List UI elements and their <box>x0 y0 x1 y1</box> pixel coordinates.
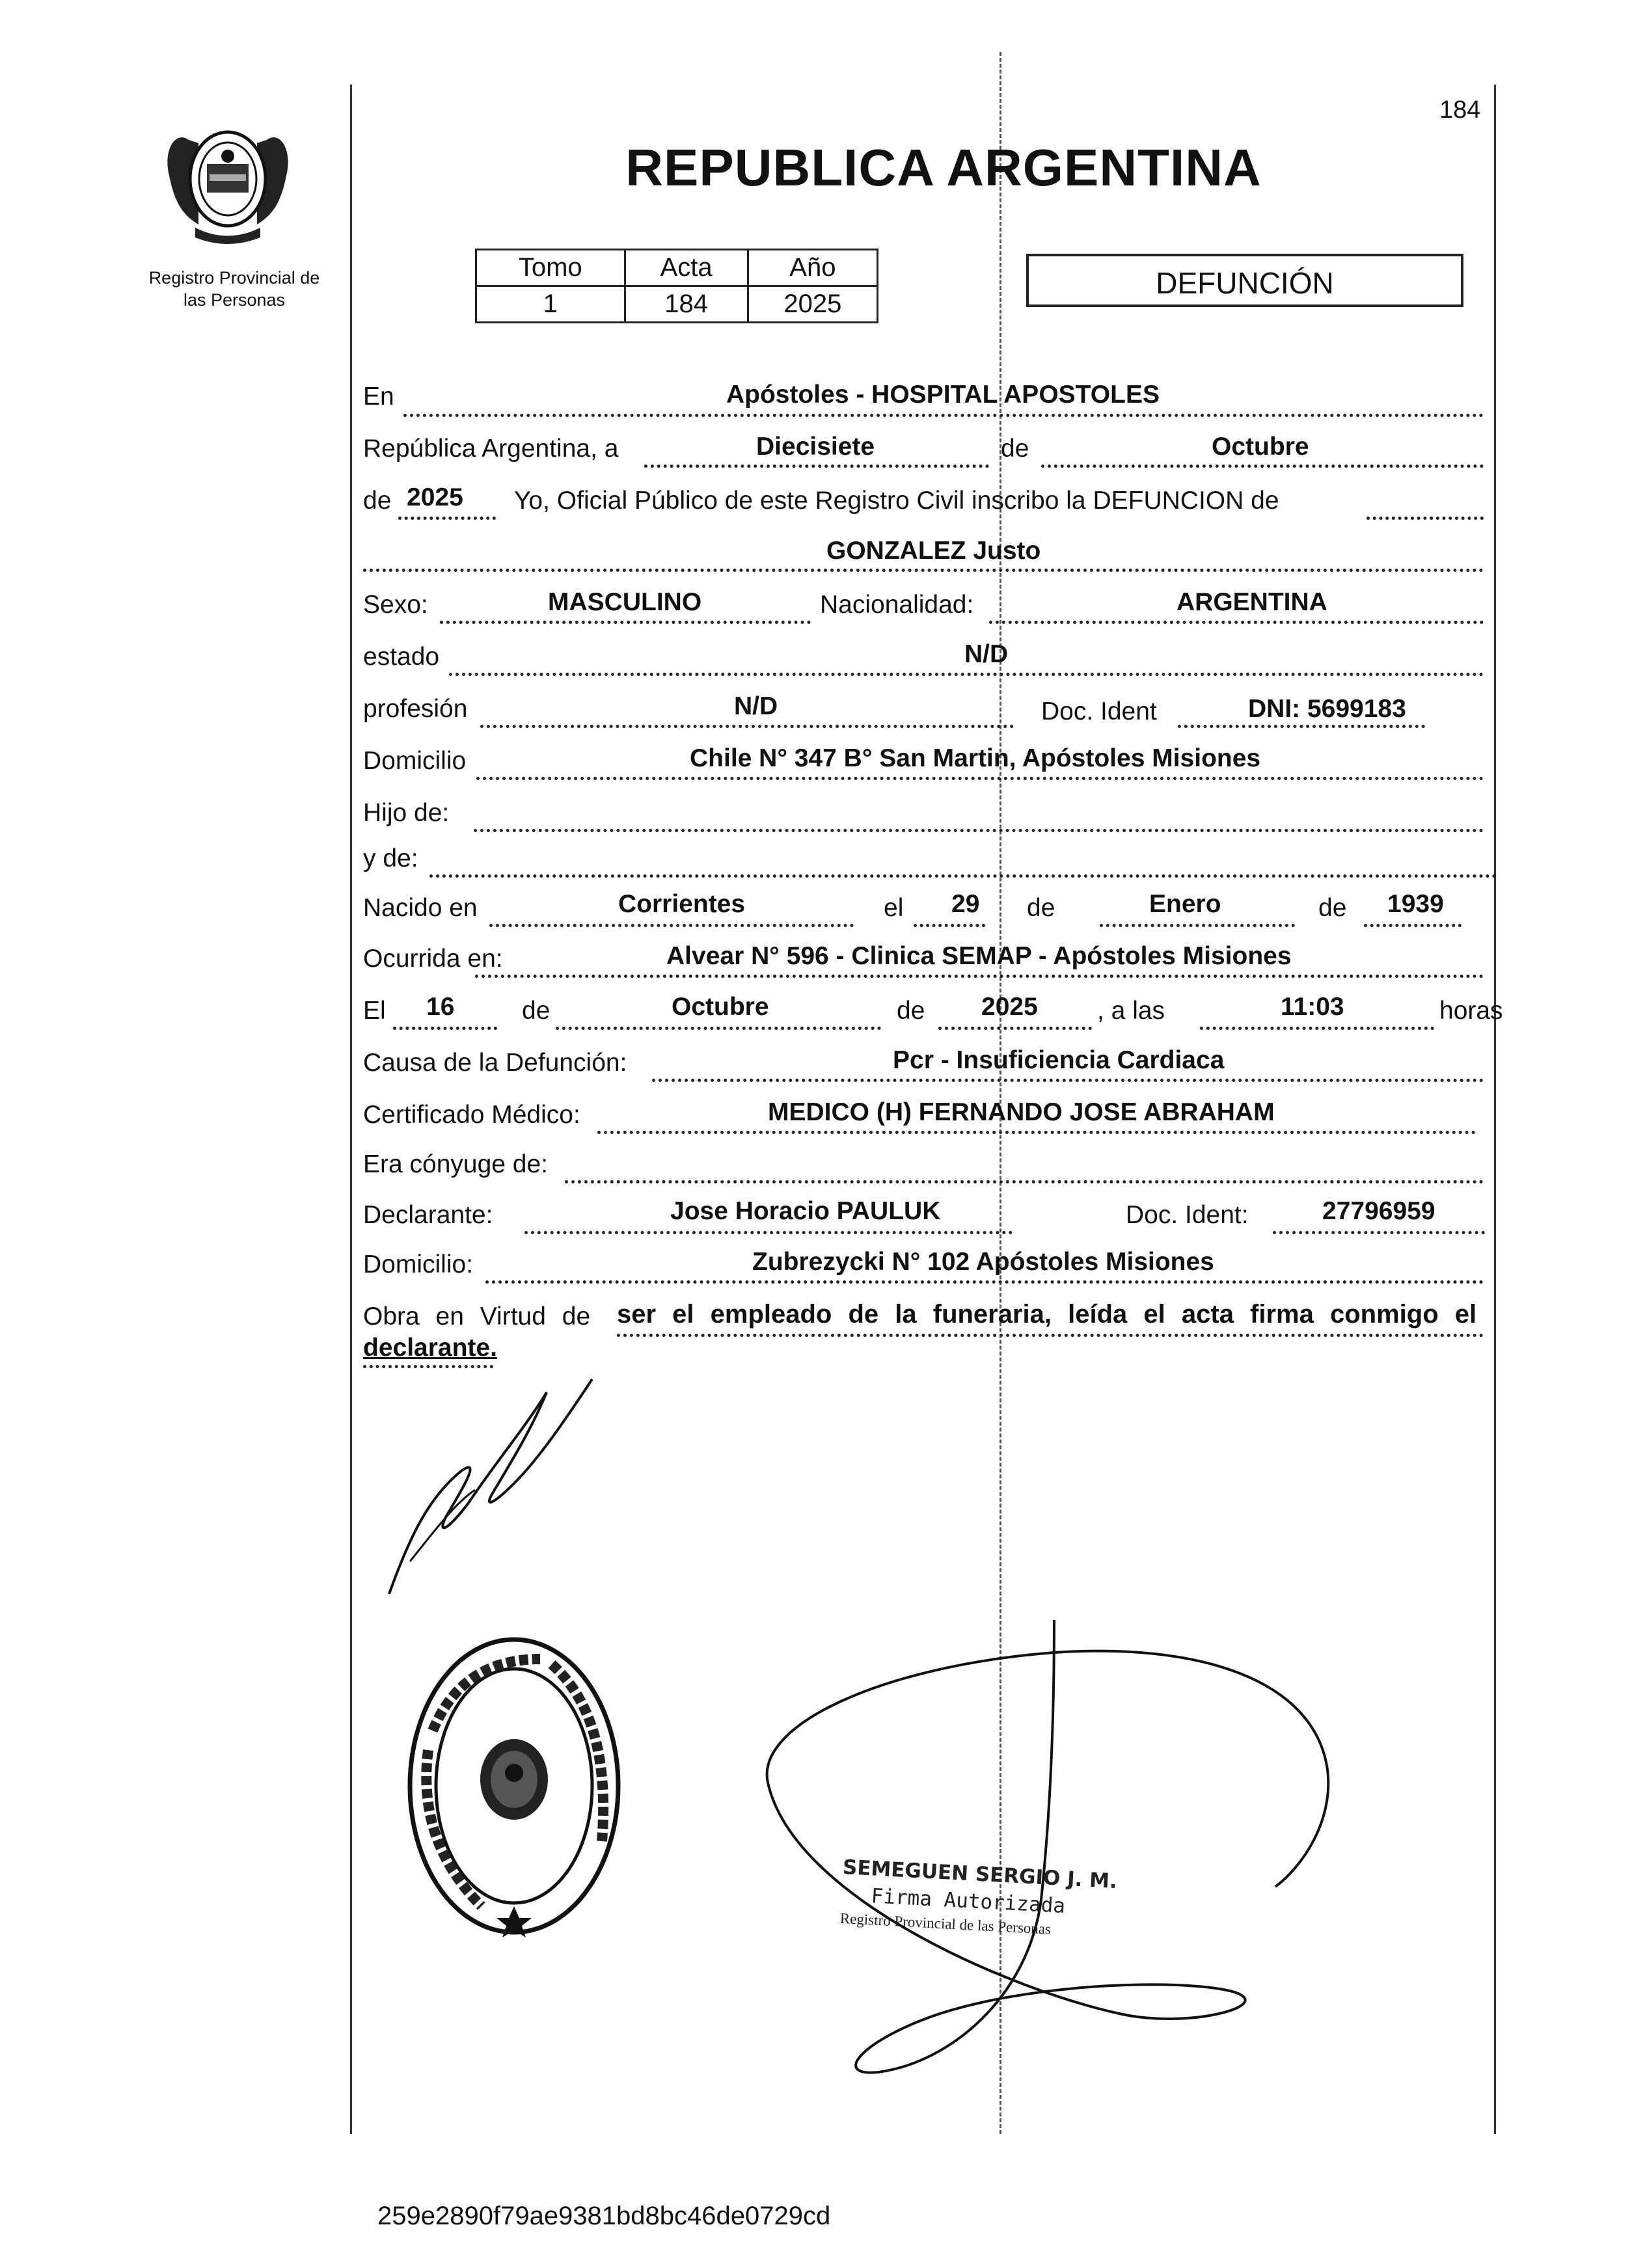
round-registry-seal <box>403 1633 625 1939</box>
fecha-time-value: 11:03 <box>1281 993 1344 1021</box>
header-acta: Acta <box>625 250 748 286</box>
domicilio-value: Chile N° 347 B° San Martin, Apóstoles Misiones <box>690 744 1261 772</box>
year-end-dots <box>1367 517 1484 520</box>
nacido-year-value: 1939 <box>1387 890 1444 918</box>
left-border-line <box>350 85 352 2134</box>
domicilio-label: Domicilio <box>363 747 467 775</box>
fecha-alas-label: , a las <box>1097 997 1165 1025</box>
act-type-box: DEFUNCIÓN <box>1026 254 1463 307</box>
obra-label: Obra en Virtud de <box>363 1303 591 1330</box>
nacido-place-dots <box>489 924 854 927</box>
profesion-dots <box>480 725 1014 728</box>
year-dots <box>398 517 496 520</box>
causa-value: Pcr - Insuficiencia Cardiaca <box>893 1046 1225 1074</box>
year-label: de <box>363 487 392 515</box>
header-tomo: Tomo <box>476 250 625 286</box>
nacido-de-label: de <box>1027 894 1055 922</box>
date-month-dots <box>1041 465 1484 468</box>
certificado-value: MEDICO (H) FERNANDO JOSE ABRAHAM <box>768 1098 1275 1126</box>
official-stamp-agency: Registro Provincial de las Personas <box>839 1910 1052 1937</box>
fecha-de-label: de <box>522 997 551 1025</box>
seal-icon <box>403 1633 625 1939</box>
nacido-day-value: 29 <box>951 890 980 918</box>
ocurrida-dots <box>475 975 1484 978</box>
nacido-de2-label: de <box>1318 894 1347 922</box>
doc-ident-dots <box>1178 725 1425 728</box>
nacionalidad-dots <box>989 621 1484 624</box>
record-table-header-row <box>476 250 878 286</box>
nacido-place-value: Corrientes <box>618 890 746 918</box>
ocurrida-label: Ocurrida en: <box>363 945 503 973</box>
nacionalidad-value: ARGENTINA <box>1176 588 1327 616</box>
domicilio-decl-label: Domicilio: <box>363 1250 474 1278</box>
certificado-label: Certificado Médico: <box>363 1101 580 1129</box>
declarante-dots <box>524 1231 1013 1234</box>
estado-dots <box>449 673 1484 676</box>
right-border-line <box>1494 85 1496 2134</box>
doc-ident-label: Doc. Ident <box>1041 697 1157 725</box>
causa-dots <box>652 1079 1484 1082</box>
profesion-label: profesión <box>363 695 468 723</box>
date-month-value: Octubre <box>1212 433 1309 461</box>
nacido-label: Nacido en <box>363 894 478 922</box>
fecha-el-label: El <box>363 997 386 1025</box>
official-stamp-role: Firma Autorizada <box>870 1884 1066 1918</box>
domicilio-dots <box>476 777 1484 780</box>
name-dots <box>363 569 1484 572</box>
year-text: Yo, Oficial Público de este Registro Civil inscribo la DEFUNCION de <box>514 487 1279 515</box>
conyuge-label: Era cónyuge de: <box>363 1150 549 1178</box>
value-acta: 184 <box>625 286 748 323</box>
domicilio-decl-value: Zubrezycki N° 102 Apóstoles Misiones <box>752 1248 1214 1276</box>
fecha-year-value: 2025 <box>981 993 1038 1021</box>
obra-value-line-2: declarante. <box>363 1334 497 1362</box>
fecha-month-value: Octubre <box>672 993 769 1021</box>
document-hash: 259e2890f79ae9381bd8bc46de0729cd <box>377 2202 831 2230</box>
value-tomo: 1 <box>476 286 625 323</box>
year-value: 2025 <box>407 483 463 511</box>
hijo-de-label: Hijo de: <box>363 799 450 827</box>
record-table <box>475 249 878 323</box>
nacido-month-value: Enero <box>1149 890 1221 918</box>
fecha-day-value: 16 <box>426 993 455 1021</box>
nacido-day-dots <box>914 924 985 927</box>
sexo-label: Sexo: <box>363 591 428 619</box>
fecha-time-dots <box>1200 1027 1434 1030</box>
sexo-value: MASCULINO <box>548 588 702 616</box>
estado-label: estado <box>363 643 440 671</box>
agency-line-2: las Personas <box>183 290 286 310</box>
ocurrida-value: Alvear N° 596 - Clinica SEMAP - Apóstoles Misiones <box>666 942 1292 970</box>
causa-label: Causa de la Defunción: <box>363 1049 627 1077</box>
nacido-el-label: el <box>884 894 904 922</box>
y-de-label: y de: <box>363 844 418 872</box>
conyuge-dots <box>565 1180 1484 1183</box>
declarant-signature <box>384 1366 605 1607</box>
certificado-dots <box>597 1131 1476 1134</box>
page-title: REPUBLICA ARGENTINA <box>625 139 1262 196</box>
obra-dots-line-1 <box>617 1334 1484 1337</box>
agency-name <box>130 267 338 311</box>
declarante-label: Declarante: <box>363 1201 493 1229</box>
declarante-value: Jose Horacio PAULUK <box>670 1197 941 1225</box>
obra-value-line-1: ser el empleado de la funeraria, leída el acta firma conmigo el <box>617 1300 1477 1329</box>
y-de-dots <box>429 874 1497 878</box>
nacido-year-dots <box>1364 924 1462 927</box>
date-day-dots <box>644 465 989 468</box>
fecha-horas-label: horas <box>1439 997 1503 1025</box>
date-de-label: de <box>1001 435 1029 463</box>
en-value: Apóstoles - HOSPITAL APOSTOLES <box>726 381 1160 409</box>
signature-drawing <box>384 1366 605 1607</box>
nacido-month-dots <box>1100 924 1295 927</box>
en-label: En <box>363 383 394 411</box>
header-anio: Año <box>748 250 877 286</box>
coat-of-arms-icon <box>150 104 306 247</box>
deceased-name: GONZALEZ Justo <box>826 537 1041 565</box>
domicilio-decl-dots <box>485 1280 1484 1284</box>
date-label: República Argentina, a <box>363 435 619 463</box>
estado-value: N/D <box>964 640 1009 668</box>
province-coat-of-arms-logo <box>150 104 306 247</box>
record-table-value-row <box>476 286 878 323</box>
en-dots <box>403 414 1484 417</box>
declarante-doc-label: Doc. Ident: <box>1126 1201 1249 1229</box>
official-stamp-name: SEMEGUEN SERGIO J. M. <box>842 1856 1118 1894</box>
fecha-de2-label: de <box>897 997 925 1025</box>
profesion-value: N/D <box>734 692 778 720</box>
agency-line-1: Registro Provincial de <box>148 268 320 288</box>
sexo-dots <box>440 621 811 624</box>
fecha-year-dots <box>938 1027 1092 1030</box>
date-day-value: Diecisiete <box>756 433 875 461</box>
declarante-doc-value: 27796959 <box>1322 1197 1435 1225</box>
doc-ident-value: DNI: 5699183 <box>1248 695 1406 723</box>
page-number: 184 <box>1439 96 1481 124</box>
value-anio: 2025 <box>748 286 877 323</box>
fecha-day-dots <box>393 1027 497 1030</box>
official-signature-drawing <box>716 1613 1380 2082</box>
official-signature <box>716 1613 1380 2082</box>
nacionalidad-label: Nacionalidad: <box>820 591 974 619</box>
declarante-doc-dots <box>1273 1231 1485 1234</box>
fecha-month-dots <box>556 1027 881 1030</box>
hijo-de-dots <box>474 829 1484 832</box>
